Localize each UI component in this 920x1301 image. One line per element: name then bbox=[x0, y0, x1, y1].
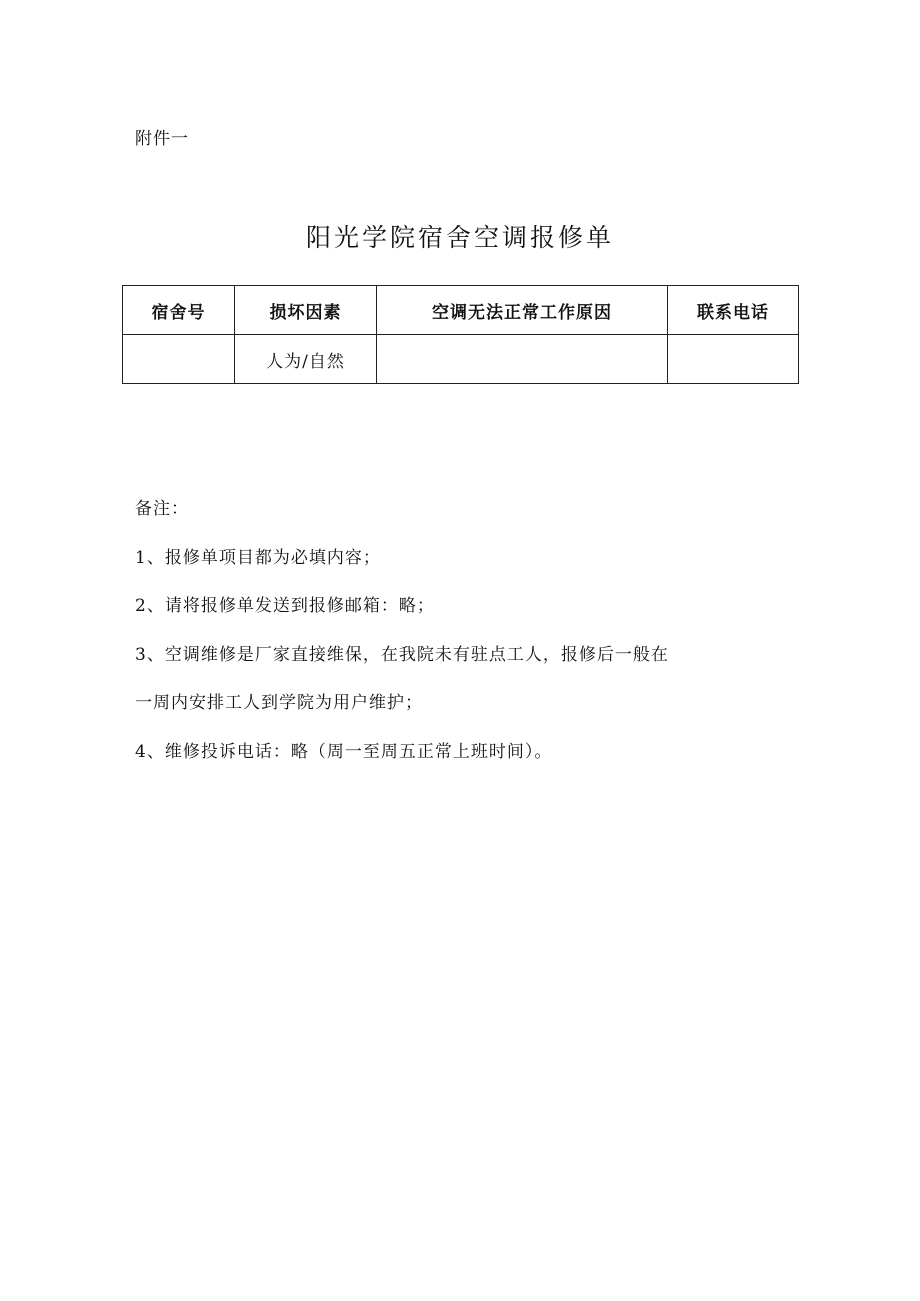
note-line-3-continued: 一周内安排工人到学院为用户维护； bbox=[135, 693, 423, 713]
header-contact-phone: 联系电话 bbox=[668, 286, 799, 335]
note-line-3: 3、空调维修是厂家直接维保，在我院未有驻点工人，报修后一般在 bbox=[135, 644, 669, 665]
notes-heading: 备注： bbox=[135, 499, 189, 519]
header-dorm-number: 宿舍号 bbox=[123, 286, 235, 335]
note-line-2: 2、请将报修单发送到报修邮箱：略； bbox=[135, 596, 435, 616]
header-malfunction-reason: 空调无法正常工作原因 bbox=[377, 286, 668, 335]
repair-form-table bbox=[122, 285, 799, 384]
cell-dorm-number[interactable] bbox=[123, 335, 235, 384]
table-row bbox=[123, 335, 799, 384]
cell-damage-factor[interactable]: 人为/自然 bbox=[235, 335, 377, 384]
cell-contact-phone[interactable] bbox=[668, 335, 799, 384]
attachment-label: 附件一 bbox=[135, 129, 189, 149]
header-damage-factor: 损坏因素 bbox=[235, 286, 377, 335]
notes-section bbox=[135, 494, 775, 785]
table-header-row bbox=[123, 286, 799, 335]
note-line-4: 4、维修投诉电话：略（周一至周五正常上班时间）。 bbox=[135, 741, 553, 762]
page-title: 阳光学院宿舍空调报修单 bbox=[305, 223, 614, 252]
note-line-1: 1、报修单项目都为必填内容； bbox=[135, 547, 381, 568]
cell-malfunction-reason[interactable] bbox=[377, 335, 668, 384]
